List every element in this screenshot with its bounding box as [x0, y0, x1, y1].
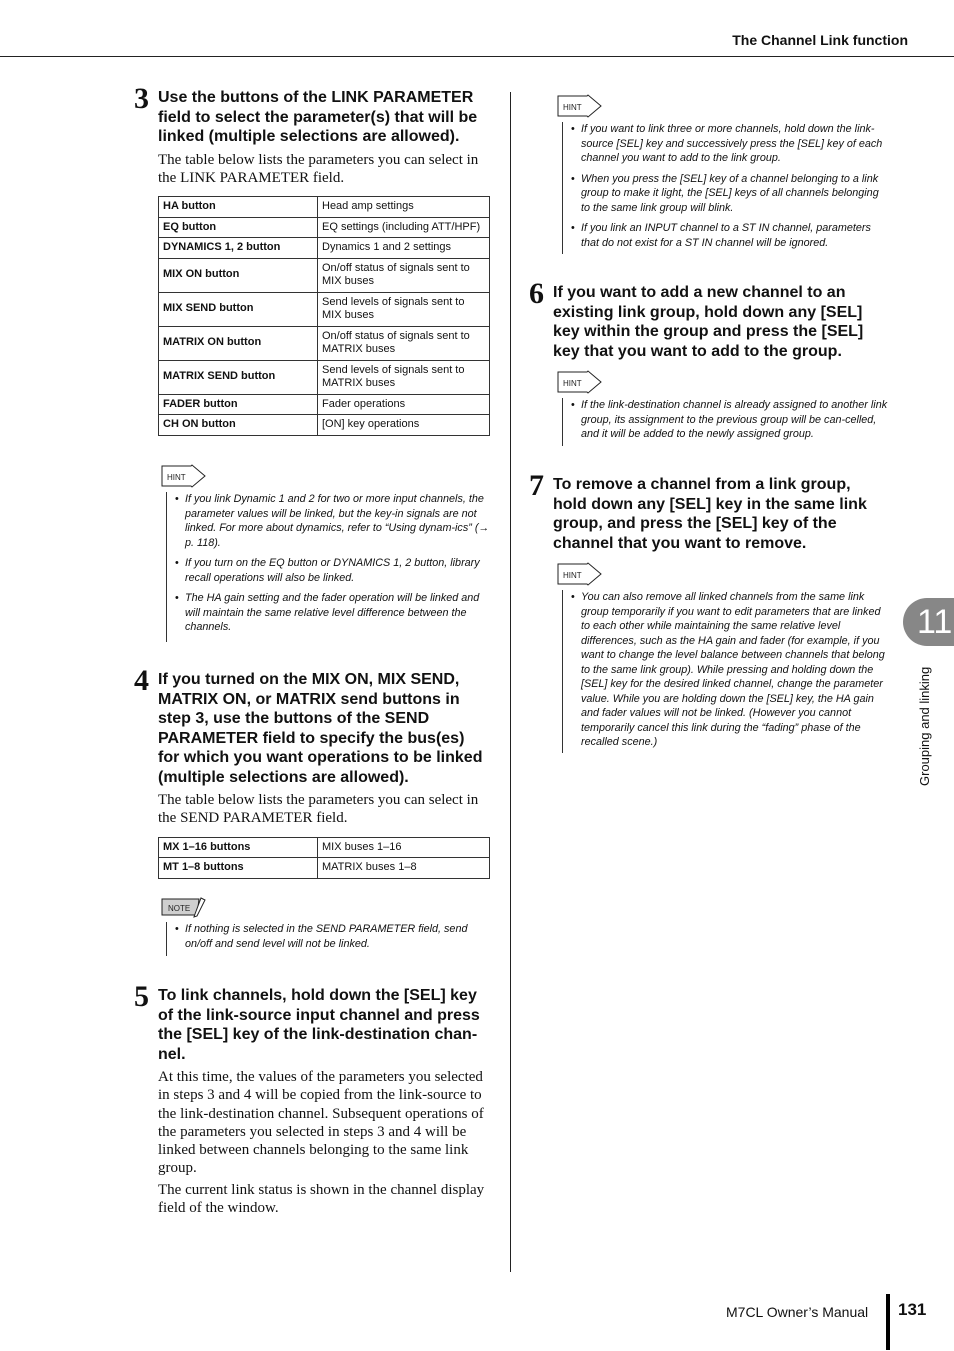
- hint-list: [563, 122, 888, 250]
- step-heading: Use the buttons of the LINK PARAMETER field to select the parameter(s) that will be linked (multiple selections are allowed).: [158, 89, 478, 145]
- header-rule: [0, 56, 954, 57]
- list-item: • If the link-destination channel is already assigned to another link group, its assignment to the previous group will be can-celled, and it will be added to the newly assigned group.: [563, 398, 888, 442]
- step-4: [134, 664, 490, 879]
- parameter-description-cell: EQ settings (including ATT/HPF): [318, 217, 490, 238]
- parameter-description-cell: MIX buses 1–16: [318, 837, 490, 858]
- page-number: 131: [898, 1300, 927, 1319]
- list-item: • If you link Dynamic 1 and 2 for two or more input channels, the parameter values will be linked, but the key-in signals are not linked. For more about dynamics, refer to “Using dynam-ics” (→ p. 118).: [167, 492, 492, 550]
- parameter-description-cell: On/off status of signals sent to MIX buses: [318, 258, 490, 292]
- table-row: [159, 258, 490, 292]
- note-box: [166, 904, 492, 956]
- footer-bar: [886, 1294, 890, 1350]
- parameter-description-cell: On/off status of signals sent to MATRIX buses: [318, 326, 490, 360]
- list-item: • If nothing is selected in the SEND PARAMETER field, send on/off and send level will not be linked.: [167, 922, 492, 951]
- table-row: [159, 292, 490, 326]
- step-number: 7: [529, 469, 544, 502]
- note-list: [167, 922, 492, 951]
- hint-list: [167, 492, 492, 635]
- list-item: • If you turn on the EQ button or DYNAMICS 1, 2 button, library recall operations will also be linked.: [167, 556, 492, 585]
- hint-badge-icon: [557, 94, 603, 118]
- parameter-description-cell: Send levels of signals sent to MATRIX buses: [318, 360, 490, 394]
- parameter-description-cell: Fader operations: [318, 394, 490, 415]
- hint-badge-icon: [557, 562, 603, 586]
- step-7: [529, 469, 887, 553]
- running-header: The Channel Link function: [732, 32, 908, 48]
- parameter-button-cell: MIX ON button: [159, 258, 318, 292]
- note-badge-icon: [161, 896, 207, 920]
- step-body: The table below lists the parameters you can select in the LINK PARAMETER field.: [158, 151, 479, 186]
- list-item: • You can also remove all linked channels from the same link group temporarily if you want to edit parameters that are linked to each other while maintaining the same relative level differences, such as the HA gain and fader (for example, if you want to change the level balance between channels that belong to the same link group). While pressing and holding down the [SEL] key for the desired linked channel, change the parameter value. While you are holding down the [SEL] key, the HA gain and fader values will not be linked. (However you cannot temporarily cancel this link during the “fading” phase of the recalled scene.): [563, 590, 888, 750]
- table-row: [159, 837, 490, 858]
- parameter-button-cell: CH ON button: [159, 415, 318, 436]
- parameter-button-cell: FADER button: [159, 394, 318, 415]
- chapter-side-label: Grouping and linking: [917, 666, 932, 786]
- table-row: [159, 197, 490, 218]
- parameter-button-cell: MATRIX SEND button: [159, 360, 318, 394]
- step-body: The table below lists the parameters you can select in the SEND PARAMETER field.: [158, 792, 479, 827]
- hint-badge-icon: [557, 370, 603, 394]
- hint-list: [563, 590, 888, 750]
- parameter-button-cell: MT 1–8 buttons: [159, 858, 318, 879]
- table-row: [159, 217, 490, 238]
- parameter-button-cell: MX 1–16 buttons: [159, 837, 318, 858]
- step-body: At this time, the values of the parameters you selected in steps 3 and 4 will be copied from the link-source to the link-destination channel. Subsequent operations of the parameters you selected in steps 3 and 4 will be linked between channels belonging to the same link group.: [158, 1069, 484, 1177]
- column-divider: [510, 92, 511, 1272]
- svg-text:HINT: HINT: [167, 473, 186, 482]
- list-item: • If you want to link three or more channels, hold down the link-source [SEL] key and successively press the [SEL] key of each channel you want to add to the link group.: [563, 122, 888, 166]
- parameter-description-cell: MATRIX buses 1–8: [318, 858, 490, 879]
- step-number: 6: [529, 277, 544, 310]
- send-parameter-table: [158, 837, 490, 879]
- list-item: • The HA gain setting and the fader operation will be linked and will maintain the same relative level difference between the channels.: [167, 591, 492, 635]
- list-item: • When you press the [SEL] key of a channel belonging to a link group to make it light, the [SEL] keys of all channels belonging to the same link group will blink.: [563, 172, 888, 216]
- step-heading: To link channels, hold down the [SEL] key of the link-source input channel and press the [SEL] key of the link-destination chan-nel.: [158, 987, 480, 1063]
- parameter-description-cell: Head amp settings: [318, 197, 490, 218]
- list-item: • If you link an INPUT channel to a ST IN channel, parameters that do not exist for a ST IN channel will be ignored.: [563, 221, 888, 250]
- link-parameter-table: [158, 196, 490, 436]
- hint-box: [562, 571, 888, 753]
- table-row: [159, 326, 490, 360]
- table-row: [159, 415, 490, 436]
- hint-box: [562, 103, 888, 254]
- table-row: [159, 394, 490, 415]
- hint-badge-icon: [161, 464, 207, 488]
- hint-list: [563, 398, 888, 442]
- chapter-tab: 11: [903, 598, 954, 646]
- footer-manual-title: M7CL Owner’s Manual: [726, 1304, 869, 1320]
- parameter-button-cell: MIX SEND button: [159, 292, 318, 326]
- hint-box: [166, 473, 492, 642]
- parameter-description-cell: Dynamics 1 and 2 settings: [318, 238, 490, 259]
- step-heading: If you want to add a new channel to an existing link group, hold down any [SEL] key within the group and press the [SEL] key that you want to add to the group.: [553, 284, 864, 360]
- step-number: 3: [134, 82, 149, 115]
- svg-text:NOTE: NOTE: [168, 904, 191, 913]
- table-row: [159, 360, 490, 394]
- svg-text:HINT: HINT: [563, 379, 582, 388]
- svg-text:HINT: HINT: [563, 571, 582, 580]
- step-body: The current link status is shown in the channel display field of the window.: [158, 1181, 485, 1217]
- step-number: 4: [134, 664, 149, 697]
- step-5: [134, 980, 490, 1217]
- table-row: [159, 238, 490, 259]
- parameter-button-cell: DYNAMICS 1, 2 button: [159, 238, 318, 259]
- step-number: 5: [134, 980, 149, 1013]
- step-heading: If you turned on the MIX ON, MIX SEND, MATRIX ON, or MATRIX send buttons in step 3, use the buttons of the SEND PARAMETER field to specify the bus(es) for which you want operations to be linked (multiple selections are allowed).: [158, 671, 483, 786]
- table-row: [159, 858, 490, 879]
- parameter-button-cell: EQ button: [159, 217, 318, 238]
- parameter-description-cell: Send levels of signals sent to MIX buses: [318, 292, 490, 326]
- step-heading: To remove a channel from a link group, hold down any [SEL] key in the same link group, and press the [SEL] key of the channel that you want to remove.: [553, 476, 867, 552]
- hint-box: [562, 379, 888, 446]
- svg-text:HINT: HINT: [563, 103, 582, 112]
- parameter-description-cell: [ON] key operations: [318, 415, 490, 436]
- step-6: [529, 277, 887, 361]
- parameter-button-cell: MATRIX ON button: [159, 326, 318, 360]
- step-3: [134, 82, 490, 436]
- parameter-button-cell: HA button: [159, 197, 318, 218]
